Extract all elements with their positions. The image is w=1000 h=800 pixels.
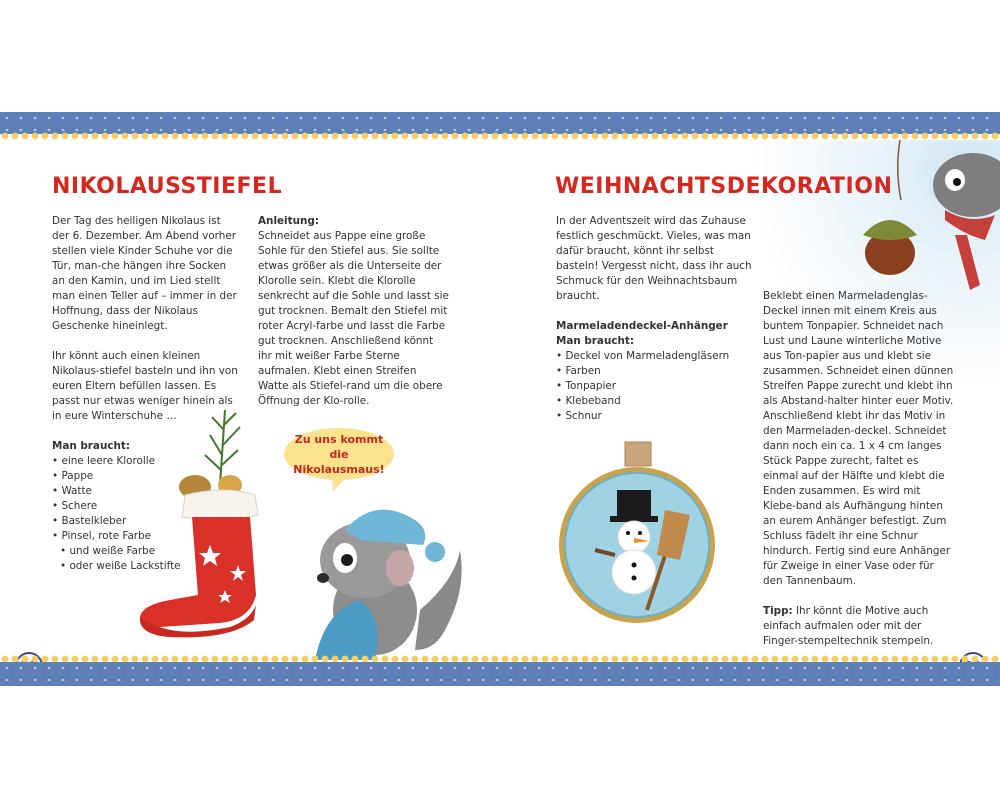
snowman-ornament-illustration <box>555 440 720 625</box>
right-page-title: WEIHNACHTSDEKORATION <box>555 174 893 199</box>
list-item: • Bastelkleber <box>52 514 238 529</box>
acorn-mouse-illustration <box>855 140 1000 300</box>
list-item: • Pappe <box>52 469 238 484</box>
instructions-text: Schneidet aus Pappe eine große Sohle für den Stiefel aus. Sie sollte etwas größer als die Unterseite der Klorolle sein. Klebt die Klorolle senkrecht auf die Sohle und lasst sie gut trocknen. Bemalt den Stiefel mit roter Acryl-farbe und lasst die Farbe gut trocknen. Anschließend könnt ihr mit weißer Farbe Sterne aufmalen. Klebt einen Streifen Watte als Stiefel-rand um die obere Öffnung der Klo-rolle. <box>258 230 449 407</box>
list-item: • Pinsel, rote Farbe <box>52 529 238 544</box>
list-item-continuation: • oder weiße Lackstifte <box>52 559 238 574</box>
left-materials-heading: Man braucht: <box>52 440 131 452</box>
list-item: • Tonpapier <box>556 379 752 394</box>
list-item: • Watte <box>52 484 238 499</box>
top-scallop-border <box>0 132 1000 140</box>
speech-bubble: Zu uns kommt die Nikolausmaus! <box>284 428 394 480</box>
right-intro-column <box>556 214 752 424</box>
right-instructions-column <box>763 289 955 649</box>
right-materials-heading: Man braucht: <box>556 335 635 347</box>
bottom-decorative-band <box>0 662 1000 686</box>
right-instructions-text: Beklebt einen Marmeladenglas-Deckel innen mit einem Kreis aus buntem Tonpapier. Schneidet nach Lust und Laune winterliche Motive aus Ton-papier aus und klebt sie zusammen. Schneidet einen dünnen Streifen Pappe zurecht und klebt ihn als Abstand-halter hinter euer Motiv. Anschließend klebt ihr das Motiv in den Marmeladen-deckel. Schneidet dann noch ein ca. 1 x 4 cm langes Stück Pappe zurecht, faltet es einmal auf der Hälfte und klebt die Enden zusammen. Es wird mit Klebe-band als Aufhängung hinten an eurem Anhänger befestigt. Zum Schluss fädelt ihr eine Schnur hindurch. Fertig sind eure Anhänger für Zweige in einer Vase oder für den Tannenbaum. <box>763 290 954 587</box>
boot-illustration <box>130 405 270 645</box>
left-instructions-column <box>258 214 450 409</box>
list-item: • Deckel von Marmeladengläsern <box>556 349 752 364</box>
list-item: • Farben <box>556 364 752 379</box>
right-intro-paragraph: In der Adventszeit wird das Zuhause festlich geschmückt. Vieles, was man dafür braucht, könnt ihr selbst basteln! Vergesst nicht, dass ihr auch Schmuck für den Weihnachtsbaum braucht. <box>556 215 752 302</box>
mouse-illustration <box>305 490 480 660</box>
tip-text: Ihr könnt die Motive auch einfach aufmalen oder mit der Finger-stempeltechnik stempeln. <box>763 605 934 647</box>
list-item: • eine leere Klorolle <box>52 454 238 469</box>
craft-heading: Marmeladendeckel-Anhänger <box>556 320 728 332</box>
left-intro-paragraph-2: Ihr könnt auch einen kleinen Nikolaus-stiefel basteln und ihn von euren Eltern befüllen lassen. Es passt nur etwas weniger hinein als in eure Winterschuhe … <box>52 350 238 422</box>
list-item: • Schnur <box>556 409 752 424</box>
list-item: • Klebeband <box>556 394 752 409</box>
top-decorative-band <box>0 112 1000 134</box>
tip-paragraph <box>763 604 955 649</box>
instructions-heading: Anleitung: <box>258 215 319 227</box>
right-materials-list <box>556 349 752 424</box>
list-item-continuation: • und weiße Farbe <box>52 544 238 559</box>
left-page-title: NIKOLAUSSTIEFEL <box>52 174 283 199</box>
list-item: • Schere <box>52 499 238 514</box>
left-intro-paragraph-1: Der Tag des heiligen Nikolaus ist der 6. Dezember. Am Abend vorher stellen viele Kinder Schuhe vor die Tür, man-che hängen ihre Socken an den Kamin, und im Lied stellt man einen Teller auf – immer in der Hoffnung, dass der Nikolaus Geschenke hineinlegt. <box>52 215 237 332</box>
tip-label: Tipp: <box>763 605 793 617</box>
